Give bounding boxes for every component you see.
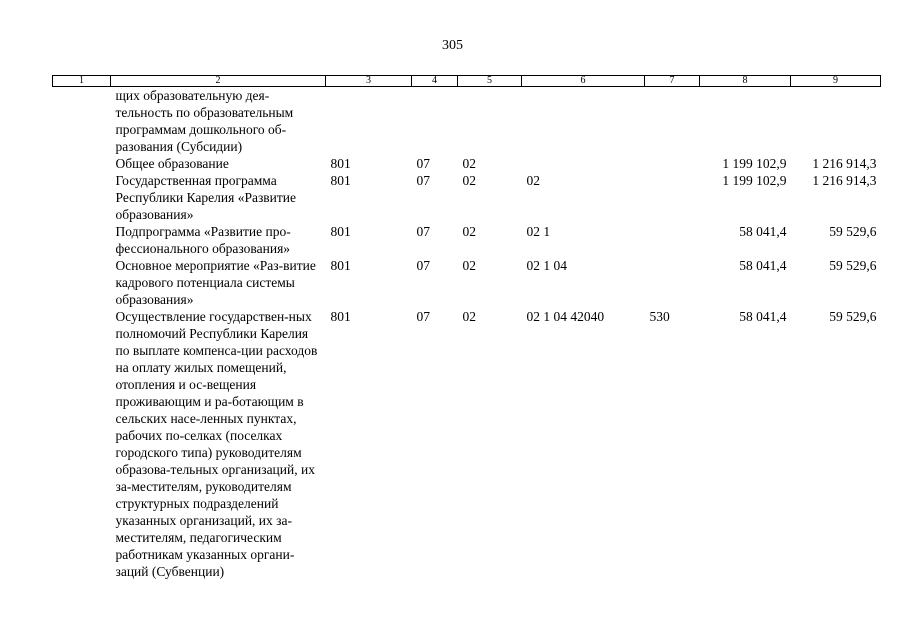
budget-table [52, 75, 881, 580]
cell-col9 [791, 87, 881, 156]
cell-col9: 59 529,6 [829, 309, 877, 324]
cell-col1 [53, 87, 111, 156]
cell-col9: 59 529,6 [829, 224, 877, 239]
cell-col1 [53, 155, 111, 172]
cell-col3: 801 [330, 309, 351, 324]
cell-col1 [53, 308, 111, 580]
cell-col4 [412, 87, 458, 156]
column-header-8: 8 [700, 76, 791, 87]
cell-col7 [645, 257, 700, 308]
cell-col5: 02 [462, 173, 476, 188]
cell-col6: 02 1 04 42040 [526, 309, 605, 324]
cell-col3: 801 [330, 224, 351, 239]
table-row [53, 223, 881, 257]
row-name: Подпрограмма «Развитие про-фессионального образования» [115, 224, 291, 256]
cell-name [111, 308, 326, 580]
cell-name [111, 223, 326, 257]
cell-col4: 07 [416, 173, 430, 188]
cell-col4: 07 [416, 309, 430, 324]
cell-name [111, 257, 326, 308]
cell-col9: 59 529,6 [829, 258, 877, 273]
cell-col8: 58 041,4 [739, 258, 787, 273]
cell-col9: 1 216 914,3 [812, 156, 877, 171]
cell-col6 [522, 155, 645, 172]
cell-col3: 801 [330, 173, 351, 188]
cell-col5: 02 [462, 258, 476, 273]
cell-col1 [53, 223, 111, 257]
table-row [53, 155, 881, 172]
table-row [53, 172, 881, 223]
cell-col7 [645, 223, 700, 257]
column-header-1: 1 [53, 76, 111, 87]
column-header-9: 9 [791, 76, 881, 87]
row-name: Общее образование [115, 156, 229, 171]
cell-col4: 07 [416, 258, 430, 273]
cell-name [111, 172, 326, 223]
cell-col6: 02 [526, 173, 540, 188]
cell-col8: 58 041,4 [739, 224, 787, 239]
cell-col5 [458, 87, 522, 156]
cell-col4: 07 [416, 224, 430, 239]
cell-col1 [53, 257, 111, 308]
cell-col8 [700, 87, 791, 156]
column-header-6: 6 [522, 76, 645, 87]
cell-col4: 07 [416, 156, 430, 171]
cell-col7 [645, 87, 700, 156]
cell-col8: 58 041,4 [739, 309, 787, 324]
cell-col6: 02 1 [526, 224, 551, 239]
column-header-3: 3 [326, 76, 412, 87]
table-header-row [53, 76, 881, 87]
table-row [53, 308, 881, 580]
row-name: Основное мероприятие «Раз-витие кадрового потенциала системы образования» [115, 258, 316, 307]
cell-col7 [645, 155, 700, 172]
cell-col8: 1 199 102,9 [722, 173, 787, 188]
cell-col7 [645, 172, 700, 223]
cell-col6: 02 1 04 [526, 258, 567, 273]
cell-name [111, 155, 326, 172]
cell-col8: 1 199 102,9 [722, 156, 787, 171]
row-name: Государственная программа Республики Карелия «Развитие образования» [115, 173, 297, 222]
cell-col6 [522, 87, 645, 156]
column-header-7: 7 [645, 76, 700, 87]
cell-col5: 02 [462, 309, 476, 324]
cell-name [111, 87, 326, 156]
page-number: 305 [442, 38, 463, 53]
cell-col9: 1 216 914,3 [812, 173, 877, 188]
cell-col3: 801 [330, 258, 351, 273]
column-header-4: 4 [412, 76, 458, 87]
column-header-5: 5 [458, 76, 522, 87]
cell-col3: 801 [330, 156, 351, 171]
cell-col3 [326, 87, 412, 156]
table-row [53, 257, 881, 308]
column-header-2: 2 [111, 76, 326, 87]
row-name: Осуществление государствен-ных полномочий Республики Карелия по выплате компенса-ции расходов на оплату жилых помещений, отопления и ос-вещения проживающим и ра-ботающим в сельских насе-ленных пунктах, рабочих по-селках (поселках городского типа) руководителям образова-тельных организаций, их за-местителям, руководителям структурных подразделений указанных организаций, их за-местителям, педагогическим работникам указанных органи-заций (Субвенции) [115, 309, 318, 579]
cell-col5: 02 [462, 224, 476, 239]
cell-col1 [53, 172, 111, 223]
table-row [53, 87, 881, 156]
cell-col7: 530 [649, 309, 670, 324]
row-name: щих образовательную дея-тельность по образовательным программам дошкольного об-разования (Субсидии) [115, 88, 294, 154]
cell-col5: 02 [462, 156, 476, 171]
